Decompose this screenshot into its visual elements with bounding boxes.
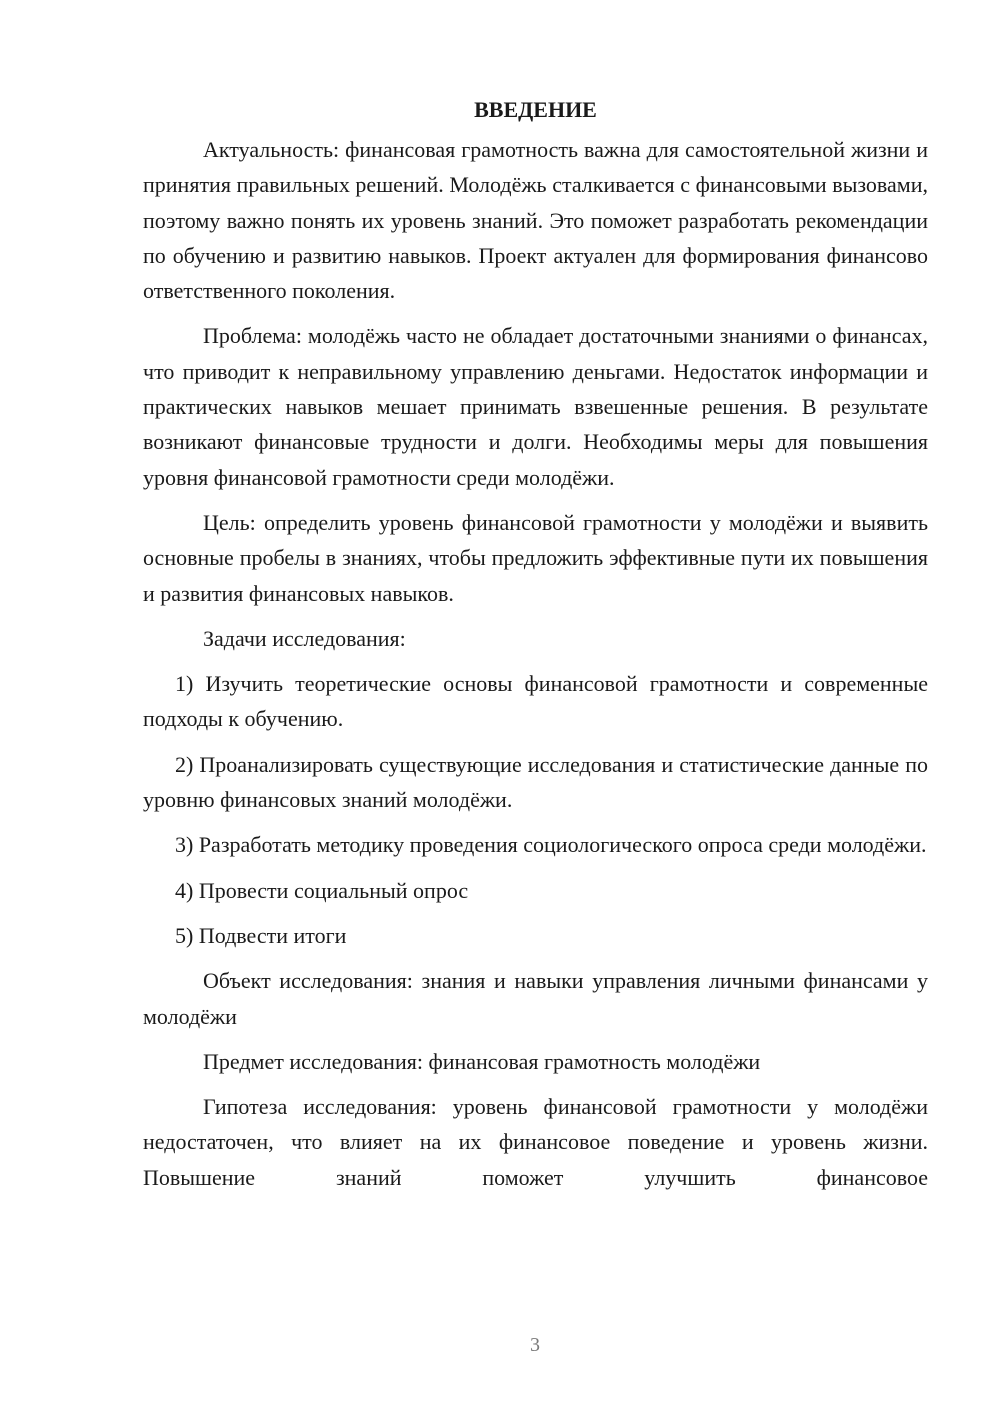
paragraph-relevance: Актуальность: финансовая грамотность важна для самостоятельной жизни и принятия правильных решений. Молодёжь сталкивается с финансовыми вызовами, поэтому важно понять их уровень знаний. Это поможет разработать рекомендации по обучению и развитию навыков. Проект актуален для формирования финансово ответственного поколения.	[143, 137, 928, 304]
paragraph-goal: Цель: определить уровень финансовой грамотности у молодёжи и выявить основные пробелы в знаниях, чтобы предложить эффективные пути их повышения и развития финансовых навыков.	[143, 509, 928, 606]
paragraph-problem: Проблема: молодёжь часто не обладает достаточными знаниями о финансах, что приводит к неправильному управлению деньгами. Недостаток информации и практических навыков мешает принимать взвешенные решения. В результате возникают финансовые трудности и долги. Необходимы меры для повышения уровня финансовой грамотности среди молодёжи.	[143, 323, 928, 490]
page-number: 3	[530, 1334, 540, 1356]
task-item-4: 4) Провести социальный опрос	[175, 877, 469, 903]
task-item-1: 1) Изучить теоретические основы финансовой грамотности и современные подходы к обучению.	[143, 671, 928, 732]
paragraph-object: Объект исследования: знания и навыки управления личными финансами у молодёжи	[143, 968, 928, 1029]
paragraph-hypothesis: Гипотеза исследования: уровень финансовой грамотности у молодёжи недостаточен, что влияет на их финансовое поведение и уровень жизни. Повышение знаний поможет улучшить финансовое	[143, 1094, 928, 1190]
document-page	[143, 92, 928, 1205]
task-item-2: 2) Проанализировать существующие исследования и статистические данные по уровню финансовых знаний молодёжи.	[143, 751, 928, 813]
task-item-5: 5) Подвести итоги	[175, 922, 347, 948]
paragraph-subject: Предмет исследования: финансовая грамотность молодёжи	[203, 1048, 761, 1074]
tasks-title: Задачи исследования:	[203, 625, 406, 651]
section-heading: ВВЕДЕНИЕ	[474, 97, 597, 122]
task-item-3: 3) Разработать методику проведения социологического опроса среди молодёжи.	[175, 832, 927, 858]
